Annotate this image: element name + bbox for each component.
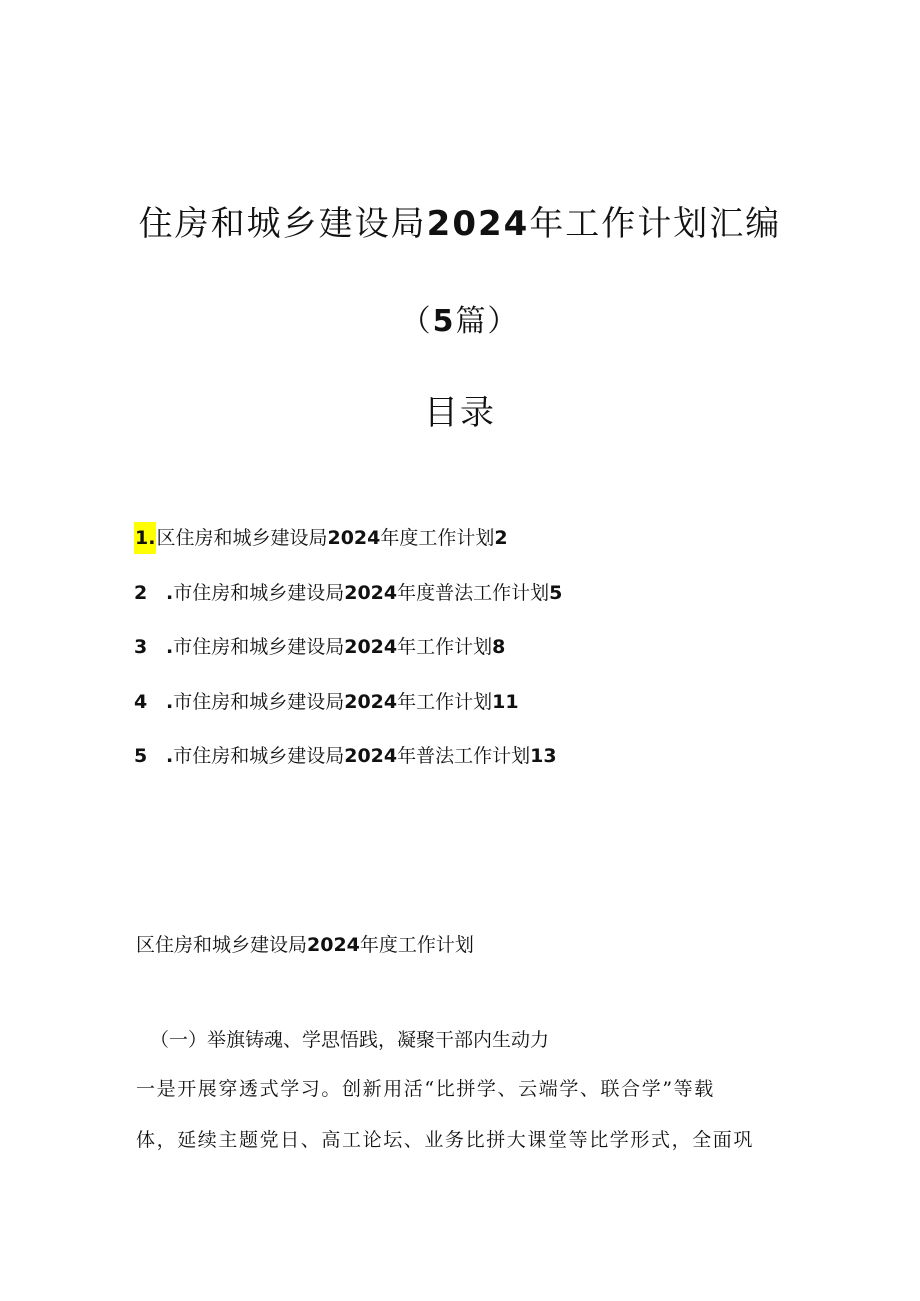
toc-item-dot: .: [166, 636, 174, 658]
toc-item-title-suffix: 年度工作计划: [380, 527, 495, 549]
toc-item-number: 1: [135, 527, 149, 549]
toc-item-title-suffix: 年度普法工作计划: [397, 581, 550, 604]
toc-item-title-suffix: 年普法工作计划: [397, 745, 531, 767]
toc-item-page: 11: [492, 690, 519, 713]
toc-item-title-prefix: 市住房和城乡建设局: [173, 581, 345, 604]
body-heading-prefix: 区住房和城乡建设局: [136, 934, 308, 956]
toc-item[interactable]: [134, 577, 562, 632]
toc-item-year: 2024: [327, 527, 381, 549]
toc-item-dot: .: [148, 527, 156, 549]
toc-item-number: 3: [134, 636, 148, 658]
toc-item-index: [134, 522, 156, 554]
document-title: [0, 196, 920, 245]
toc-item-title-prefix: 区住房和城乡建设局: [156, 527, 328, 549]
toc-item-year: 2024: [344, 636, 398, 658]
toc-item[interactable]: [134, 740, 562, 795]
toc-item-title-suffix: 年工作计划: [397, 636, 493, 658]
toc-item-year: 2024: [344, 745, 398, 767]
toc-item-number: 2: [134, 581, 148, 604]
document-subtitle: [0, 296, 920, 340]
subtitle-open: （: [400, 304, 433, 339]
table-of-contents: [134, 522, 562, 795]
toc-heading: 目录: [424, 393, 496, 433]
toc-item-page: 2: [494, 527, 508, 549]
toc-item-page: 8: [492, 636, 506, 658]
toc-item-year: 2024: [344, 581, 398, 604]
section-heading: （一）举旗铸魂、学思悟践，凝聚干部内生动力: [150, 1029, 550, 1051]
body-heading: [136, 930, 474, 957]
paragraph-line: 一是开展穿透式学习。创新用活“比拼学、云端学、联合学”等载: [136, 1078, 715, 1100]
toc-item-number: 4: [134, 690, 148, 713]
toc-item[interactable]: [134, 631, 562, 686]
toc-item-title-prefix: 市住房和城乡建设局: [173, 690, 345, 713]
subtitle-close: 篇）: [455, 304, 520, 339]
toc-item-dot: .: [166, 745, 174, 767]
body-heading-suffix: 年度工作计划: [359, 934, 474, 956]
toc-item-dot: .: [166, 690, 174, 713]
toc-item-year: 2024: [344, 690, 398, 713]
toc-item[interactable]: [134, 522, 562, 577]
toc-item-title-prefix: 市住房和城乡建设局: [173, 636, 345, 658]
toc-item-title-suffix: 年工作计划: [397, 690, 493, 713]
subtitle-count: 5: [432, 304, 456, 339]
toc-item[interactable]: [134, 686, 562, 741]
toc-item-dot: .: [166, 581, 174, 604]
toc-item-number: 5: [134, 745, 148, 767]
title-prefix: 住房和城乡建设局: [138, 204, 427, 244]
toc-item-page: 13: [530, 745, 557, 767]
title-suffix: 年工作计划汇编: [529, 204, 782, 244]
toc-item-title-prefix: 市住房和城乡建设局: [173, 745, 345, 767]
toc-item-page: 5: [549, 581, 563, 604]
paragraph-line: 体，延续主题党日、高工论坛、业务比拼大课堂等比学形式，全面巩: [136, 1129, 755, 1151]
title-year: 2024: [426, 204, 530, 244]
body-heading-year: 2024: [307, 934, 360, 956]
